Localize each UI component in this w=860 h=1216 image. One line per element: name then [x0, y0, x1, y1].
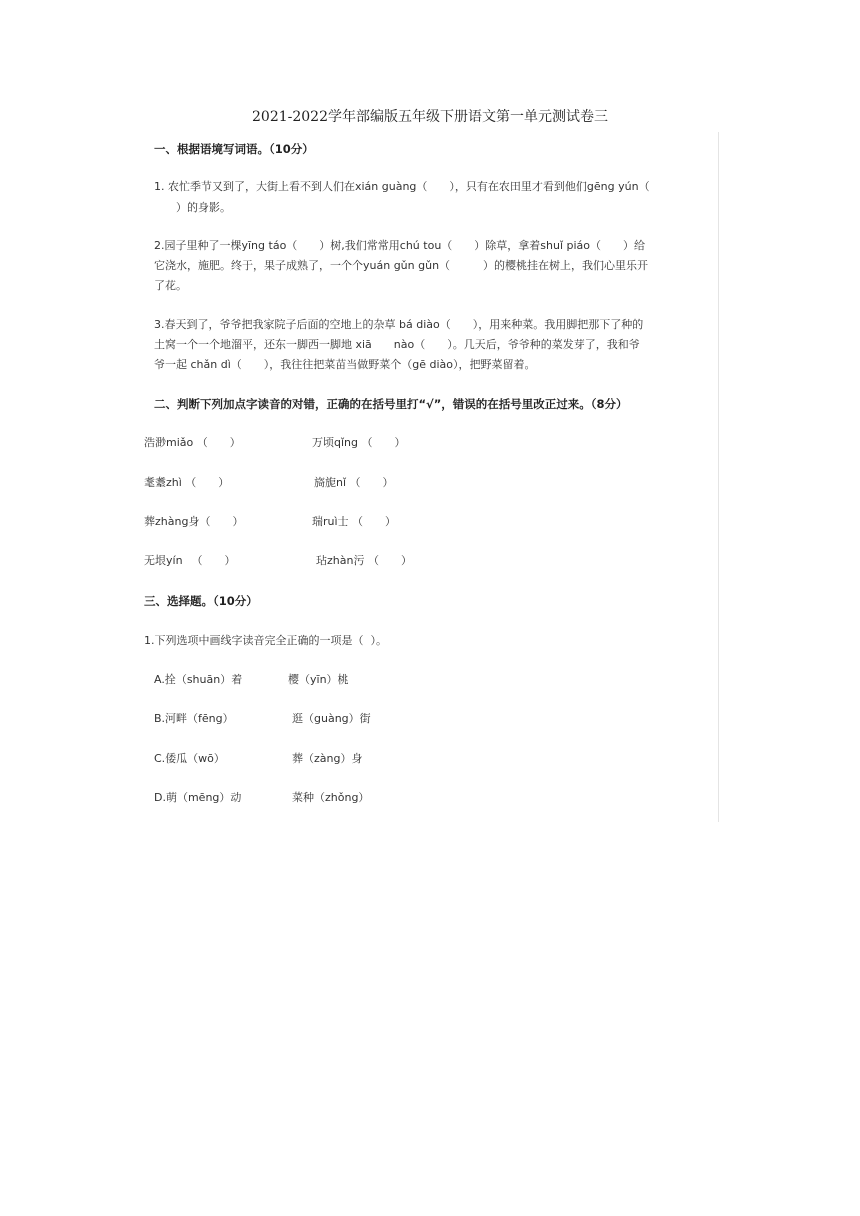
- page-title: 2021-2022学年部编版五年级下册语文第一单元测试卷三: [252, 109, 608, 125]
- s2-item: 无垠yín （ ）: [144, 554, 236, 567]
- s3-option: A.拴（shuān）着: [154, 673, 243, 686]
- s3-option: 菜种（zhǒng）: [292, 791, 370, 804]
- s1-q3-line3: 爷一起 chǎn dì（ ），我往往把菜苗当做野菜个（gē diào），把野菜留着。: [154, 358, 536, 371]
- s2-item: 耄耋zhì （ ）: [144, 476, 230, 489]
- s3-option: 樱（yīn）桃: [288, 673, 349, 686]
- s1-q2-line2: 它浇水，施肥。终于，果子成熟了，一个个yuán gǔn gǔn（ ）的樱桃挂在树上，我们心里乐开: [154, 259, 649, 272]
- s3-option: D.萌（mēng）动: [154, 791, 242, 804]
- s3-option: 葬（zàng）身: [292, 752, 363, 765]
- s1-q3-line1: 3.春天到了，爷爷把我家院子后面的空地上的杂草 bá diào（ ），用来种菜。我用脚把那下了种的: [154, 318, 644, 331]
- s3-option: 逛（guàng）街: [292, 712, 371, 725]
- s2-item: 旖旎nǐ （ ）: [314, 476, 394, 489]
- s2-item: 浩渺miǎo （ ）: [144, 436, 241, 449]
- s1-q3-line2: 土窝一个一个地溜平，还东一脚西一脚地 xiā nào（ ）。几天后，爷爷种的菜发芽了，我和爷: [154, 338, 640, 351]
- s3-option: B.河畔（fēng）: [154, 712, 234, 725]
- s2-item: 瑞ruì士 （ ）: [312, 515, 397, 528]
- s1-q1-line1: 1. 农忙季节又到了，大街上看不到人们在xián guàng（ ），只有在农田里才看到他们gēng yún（: [154, 180, 650, 193]
- s2-item: 葬zhàng身（ ）: [144, 515, 244, 528]
- section1-heading: 一、根据语境写词语。（10分）: [154, 142, 314, 156]
- section3-heading: 三、选择题。（10分）: [144, 594, 258, 608]
- s3-option: C.倭瓜（wō）: [154, 752, 225, 765]
- s1-q2-line1: 2.园子里种了一棵yīng táo（ ）树,我们常常用chú tou（ ）除草，拿着shuǐ piáo（ ）给: [154, 239, 646, 252]
- section2-heading: 二、判断下列加点字读音的对错，正确的在括号里打“√”，错误的在括号里改正过来。（8分）: [154, 397, 628, 411]
- s2-item: 万顷qǐng （ ）: [312, 436, 406, 449]
- s3-question: 1.下列选项中画线字读音完全正确的一项是（ ）。: [144, 634, 387, 647]
- exam-content: [144, 132, 719, 822]
- s1-q1-line2: ）的身影。: [154, 201, 231, 214]
- s2-item: 玷zhàn污 （ ）: [316, 554, 412, 567]
- s1-q2-line3: 了花。: [154, 279, 187, 292]
